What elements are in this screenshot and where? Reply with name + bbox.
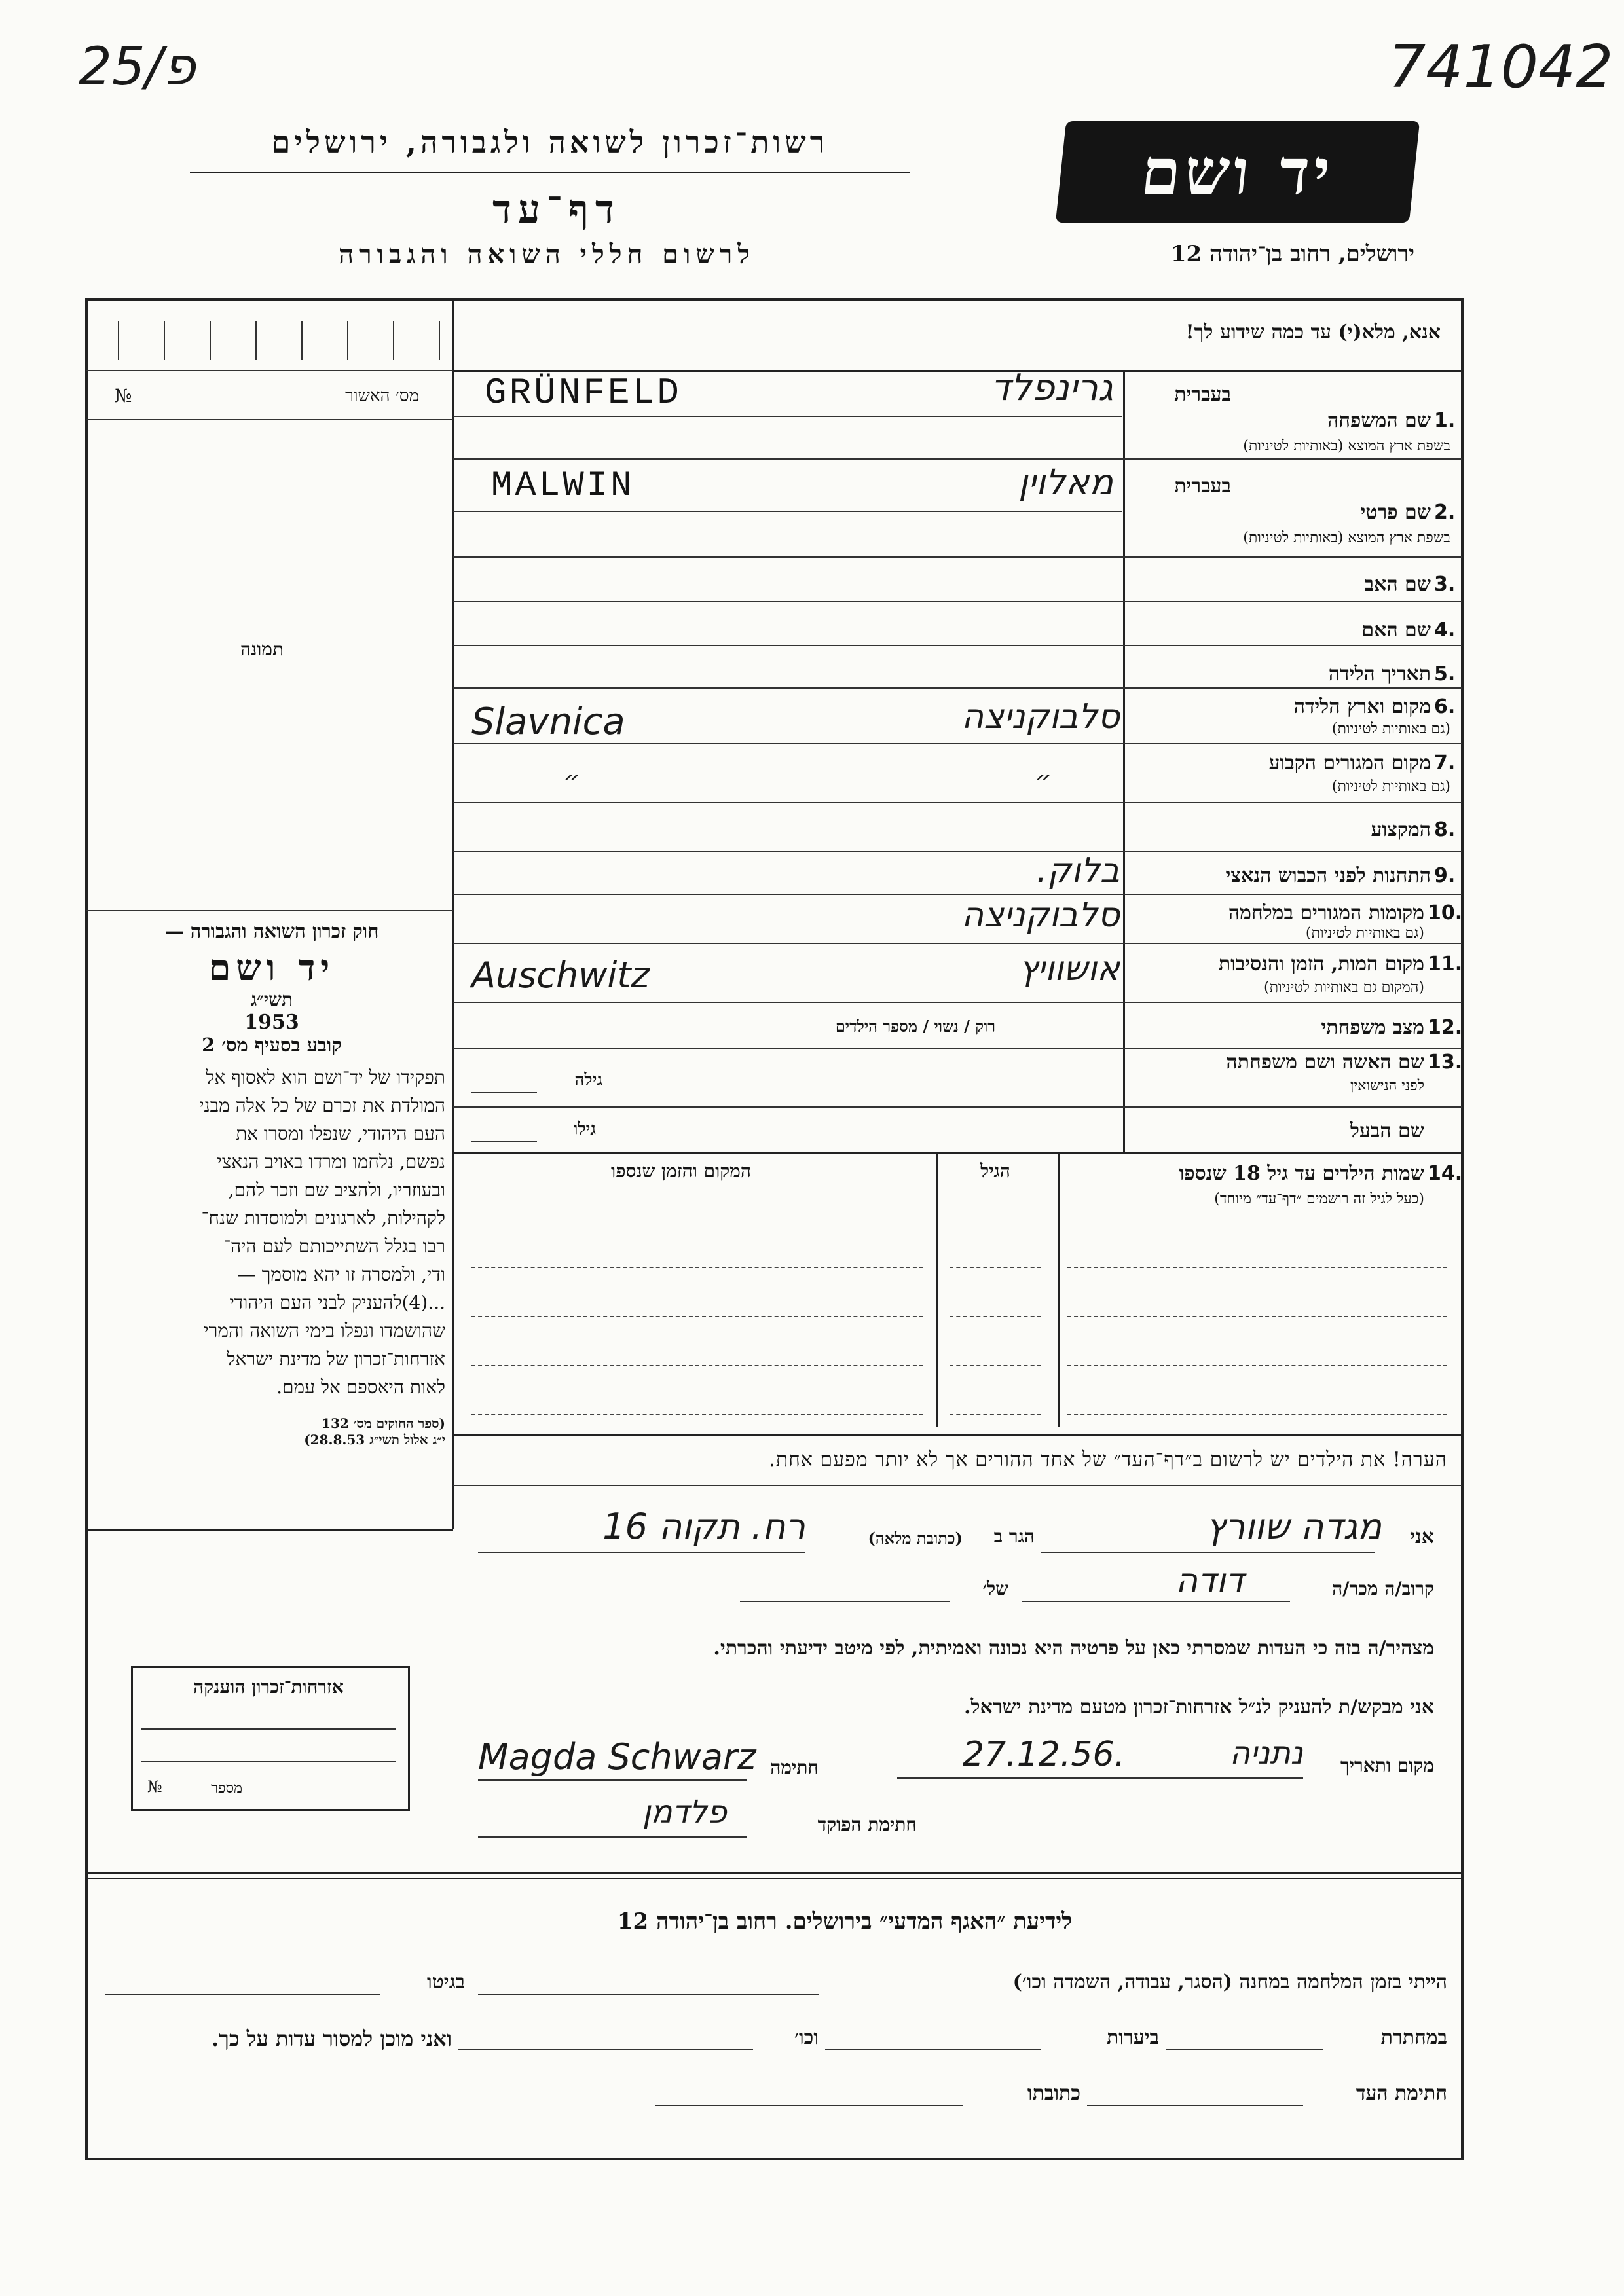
yad-vashem-logo	[1056, 121, 1420, 223]
f14-sub: (כעל לגיל זה רושמים ״דף־עד״ מיוחד)	[1214, 1191, 1424, 1207]
row-line	[453, 1152, 1462, 1154]
f14-row-line	[471, 1316, 923, 1317]
f14-col-age: הגיל	[980, 1160, 1010, 1182]
f14-row-line	[950, 1414, 1041, 1415]
bottom-line2-d: ואני מוכן למסור עדות על כך.	[211, 2026, 452, 2051]
decl-residing: הגר ב	[993, 1525, 1035, 1547]
f11-label: מקום המות, הזמן והנסיבות	[1218, 953, 1424, 975]
note-bottom	[453, 1485, 1462, 1486]
f6-number: 6.	[1434, 695, 1456, 718]
f14-bottom	[453, 1434, 1462, 1436]
bottom-line3-b-field	[655, 2105, 963, 2106]
bottom-divider	[86, 1872, 1462, 1874]
bottom-divider-2	[86, 1878, 1462, 1879]
f14-label: שמות הילדים עד גיל 18 שנספו	[1179, 1162, 1424, 1185]
form-subtitle: לרשום חללי השואה והגבורה	[338, 239, 756, 270]
law-name: יד ושם	[208, 947, 335, 989]
f7-label: מקום המגורים הקבוע	[1268, 752, 1431, 774]
f8-label: המקצוע	[1371, 818, 1431, 841]
f7-sub: (גם באותיות לטיניות)	[1331, 778, 1450, 795]
decl-request-text: אני מבקש/ת להעניק לנ״ל אזרחות־זכרון מטעם מדינת ישראל.	[964, 1696, 1434, 1719]
certificate-box-number: מספר	[211, 1780, 242, 1796]
decl-officer-label: חתימת הפוקד	[817, 1813, 917, 1835]
f2-label: שם פרטי	[1360, 501, 1431, 524]
f11-number: 11.	[1428, 953, 1463, 975]
authority-underline	[190, 172, 910, 173]
bottom-line3-a: חתימת העד	[1356, 2082, 1447, 2105]
row-line	[453, 416, 1122, 417]
instruction: אנא, מלא(י) עד כמה שידוע לך!	[1185, 321, 1441, 344]
f6-value-hebrew: סלבוקניצה	[961, 697, 1120, 737]
f6-sub: (גם באותיות לטיניות)	[1331, 721, 1450, 737]
f14-row-line	[1067, 1365, 1447, 1366]
f4-label: שם האם	[1361, 619, 1431, 642]
left-column-divider	[452, 298, 454, 1529]
approval-no-label: מס׳ האשור	[345, 386, 419, 406]
f10-sub: (גם באותיות לטיניות)	[1305, 925, 1424, 941]
law-text-line: המולדת את זכרם של כל אלה מבני	[199, 1095, 445, 1116]
left-panel-bottom	[86, 1529, 453, 1531]
decl-i-value: מגדה שוורץ	[1206, 1506, 1382, 1547]
row-line	[453, 645, 1462, 646]
f14-row-line	[471, 1267, 923, 1268]
label-column-divider	[1123, 370, 1125, 1152]
law-text-line: ...(4)להעניק לבני העם היהודי	[229, 1292, 445, 1313]
f12-options: רוק / נשוי / מספר הילדים	[835, 1017, 995, 1036]
decl-relation-label: קרוב/ה מכר/ה	[1332, 1578, 1434, 1599]
row-line	[453, 943, 1462, 944]
f13-sub: לפני הנישואין	[1350, 1078, 1424, 1094]
f14-row-line	[471, 1365, 923, 1366]
husband-label: שם הבעל	[1350, 1120, 1424, 1142]
f12-number: 12.	[1428, 1016, 1463, 1039]
decl-signature-value: Magda Schwarz	[478, 1736, 756, 1777]
f14-col-divider	[936, 1152, 938, 1427]
law-text-line: אזרחות־זכרון של מדינת ישראל	[227, 1348, 445, 1370]
law-text-line: לאות היאספם אל עמם.	[276, 1376, 445, 1398]
photo-label: תמונה	[240, 638, 284, 660]
f14-row-line	[950, 1267, 1041, 1268]
bottom-line2-c: וכו׳	[794, 2026, 819, 2049]
f9-number: 9.	[1434, 864, 1456, 887]
f1-number: 1.	[1434, 409, 1456, 432]
f10-label: מקומות המגורים במלחמה	[1228, 902, 1424, 924]
f7-ditto-right: ״	[1035, 766, 1052, 796]
f1-value-latin: GRÜNFELD	[485, 372, 682, 414]
decl-relation-line	[1022, 1601, 1290, 1602]
decl-address-label: (כתובת מלאה)	[868, 1529, 963, 1548]
law-text-line: לקהילות, לארגונים ולמוסדות שנח־	[201, 1207, 445, 1229]
decl-officer-line	[478, 1836, 747, 1838]
bottom-line1-end: בגיטו	[426, 1971, 465, 1994]
f1-sub: בשפת ארץ המוצא (באותיות לטיניות)	[1243, 438, 1450, 454]
f2-value-latin: MALWIN	[491, 466, 635, 506]
note: הערה! את הילדים יש לרשום ב״דף־העד״ של אחד ההורים אך לא יותר מפעם אחת.	[769, 1448, 1447, 1471]
decl-signature-label: חתימה	[770, 1757, 819, 1778]
f13-number: 13.	[1428, 1051, 1463, 1074]
f14-col-divider	[1058, 1152, 1060, 1427]
f5-number: 5.	[1434, 663, 1456, 685]
decl-of-line	[740, 1601, 950, 1602]
law-title: חוק זכרון השואה והגבורה —	[164, 920, 379, 942]
f13-label: שם האשה ושם משפחתה	[1226, 1051, 1424, 1074]
f3-number: 3.	[1434, 573, 1456, 596]
f1-value-hebrew: גרינפלד	[990, 367, 1113, 409]
f10-value: סלבוקניצה	[961, 896, 1120, 935]
row-line	[453, 1002, 1462, 1003]
f7-number: 7.	[1434, 752, 1456, 774]
f11-value-latin: Auschwitz	[471, 955, 650, 996]
f2-sub: בשפת ארץ המוצא (באותיות לטיניות)	[1243, 530, 1450, 546]
f6-value-latin: Slavnica	[471, 701, 625, 743]
decl-signature-line	[478, 1779, 747, 1781]
law-text-line: ובעוזריו, ולהציב שם וזכר להם,	[228, 1179, 445, 1201]
bottom-line3-b: כתובתו	[1027, 2082, 1080, 2105]
address: ירושלים, רחוב בן־יהודה 12	[1170, 241, 1414, 267]
law-text-line: העם היהודי, שנפלו ומסרו את	[236, 1123, 445, 1144]
f14-row-line	[471, 1414, 923, 1415]
photo-bottom-line	[86, 910, 453, 911]
f9-label: התחנות לפני הכבוש הנאצי	[1225, 864, 1431, 887]
decl-declare-text: מצהיר/ה בזה כי העדות שמסרתי כאן על פרטיה היא נכונה ואמיתית, לפי מיטב ידיעתי והכרתי.	[713, 1637, 1434, 1660]
law-year-heb: תשי״ג	[250, 989, 293, 1010]
decl-officer-value: פלדמן	[642, 1794, 727, 1831]
row-line	[453, 894, 1462, 895]
f4-number: 4.	[1434, 619, 1456, 642]
certificate-box-no-mark: №	[147, 1777, 162, 1796]
decl-place-date-label: מקום ותאריך	[1340, 1755, 1434, 1776]
law-text-line: ודי, ולמסרה זו יהא מוסמך —	[237, 1264, 445, 1285]
bottom-line2-b-field	[825, 2049, 1041, 2050]
row-line	[453, 556, 1462, 558]
husband-age-line	[471, 1141, 537, 1142]
law-panel	[98, 920, 445, 1448]
bottom-line1-field	[478, 1994, 819, 1995]
decl-place-date-line	[897, 1777, 1303, 1779]
f13-age-line	[471, 1092, 537, 1093]
approval-digit-boxes	[118, 321, 445, 360]
law-text-line: שהושמדו ונפלו בימי השואה והמרי	[204, 1320, 445, 1341]
f10-number: 10.	[1428, 902, 1463, 924]
decl-date-value: 27.12.56.	[963, 1735, 1126, 1774]
decl-address-line	[478, 1552, 805, 1553]
decl-address-value: רח. תקוה 16	[602, 1506, 805, 1547]
bottom-line1: הייתי בזמן המלחמה במחנה (הסגר, עבודה, השמדה וכו׳)	[1012, 1971, 1447, 1994]
f11-value-hebrew: אושוויץ	[1019, 949, 1120, 989]
law-text-line: רבו בגלל השתייכותם לעם היה־	[223, 1235, 445, 1257]
bottom-line2-c-field	[458, 2049, 753, 2050]
row-line	[453, 743, 1462, 744]
row-line	[453, 511, 1122, 512]
left-top-divider	[86, 370, 453, 371]
certificate-box-title: אזרחות־זכרון הוענקה	[193, 1676, 344, 1698]
decl-i-line	[1041, 1552, 1375, 1553]
f14-row-line	[950, 1316, 1041, 1317]
law-ref-1: (ספר החוקים מס׳ 132	[322, 1415, 445, 1431]
corner-note-right: 741042	[1388, 33, 1614, 101]
f8-number: 8.	[1434, 818, 1456, 841]
f3-label: שם האב	[1364, 573, 1431, 596]
bottom-title: לידיעת ״האגף המדעי״ בירושלים. רחוב בן־יהודה 12	[617, 1908, 1073, 1935]
bottom-line2-b: ביערות	[1106, 2026, 1159, 2049]
row-line	[453, 458, 1462, 460]
certificate-box-line	[141, 1761, 396, 1762]
f14-row-line	[1067, 1414, 1447, 1415]
f12-label: מצב משפחתי	[1321, 1016, 1424, 1039]
f14-col-place: המקום והזמן שנספו	[611, 1160, 751, 1182]
row-line	[453, 802, 1462, 803]
authority-title: רשות־זכרון לשואה ולגבורה, ירושלים	[271, 124, 829, 160]
row-line	[453, 1048, 1462, 1049]
f5-label: תאריך הלידה	[1328, 663, 1431, 685]
bottom-line3-a-field	[1087, 2105, 1303, 2106]
f1-hebrew-label: בעברית	[1174, 383, 1231, 406]
f13-age-label: גילה	[574, 1070, 602, 1090]
f14-row-line	[1067, 1267, 1447, 1268]
law-text-line: נפשם, נלחמו ומרדו באויב הנאצי	[217, 1151, 445, 1173]
certificate-box-line	[141, 1728, 396, 1730]
f2-number: 2.	[1434, 501, 1456, 524]
husband-age-label: גילו	[573, 1120, 596, 1139]
decl-relation-value: דודה	[1175, 1561, 1244, 1601]
f1-label: שם המשפחה	[1327, 409, 1431, 432]
f11-sub: (המקום גם באותיות לטיניות)	[1264, 979, 1424, 996]
decl-i-label: אני	[1410, 1525, 1434, 1548]
bottom-line1-end-field	[105, 1994, 380, 1995]
f2-hebrew-label: בעברית	[1174, 475, 1231, 498]
logo-text: יד ושם	[1137, 135, 1338, 209]
f14-row-line	[950, 1365, 1041, 1366]
law-year: 1953	[244, 1011, 299, 1034]
f14-number: 14.	[1428, 1162, 1463, 1185]
f14-row-line	[1067, 1316, 1447, 1317]
f7-ditto-left: ״	[563, 766, 580, 796]
corner-note-left: 25/פ	[79, 36, 196, 97]
law-ref-2: י״ג אלול תשי״ג 28.8.53)	[304, 1432, 445, 1448]
row-line	[453, 687, 1462, 689]
row-line	[453, 1106, 1462, 1108]
law-text-line: תפקידו של יד־ושם הוא לאסוף אל	[206, 1066, 445, 1088]
f6-label: מקום וארץ הלידה	[1293, 695, 1431, 718]
approval-no-line	[86, 419, 453, 420]
bottom-line2-a-field	[1166, 2049, 1323, 2050]
f2-value-hebrew: מאלוין	[1018, 462, 1113, 503]
law-clause: קובע בסעיף מס׳ 2	[202, 1034, 342, 1056]
form-title: דף־עד	[492, 187, 621, 232]
row-line	[453, 601, 1462, 602]
bottom-line2-a: במחתרת	[1380, 2026, 1447, 2049]
decl-place-value: נתניה	[1229, 1735, 1303, 1772]
approval-no-mark: №	[115, 385, 132, 407]
decl-of-label: של׳	[982, 1578, 1008, 1599]
f9-value: בלוק.	[1036, 851, 1120, 890]
